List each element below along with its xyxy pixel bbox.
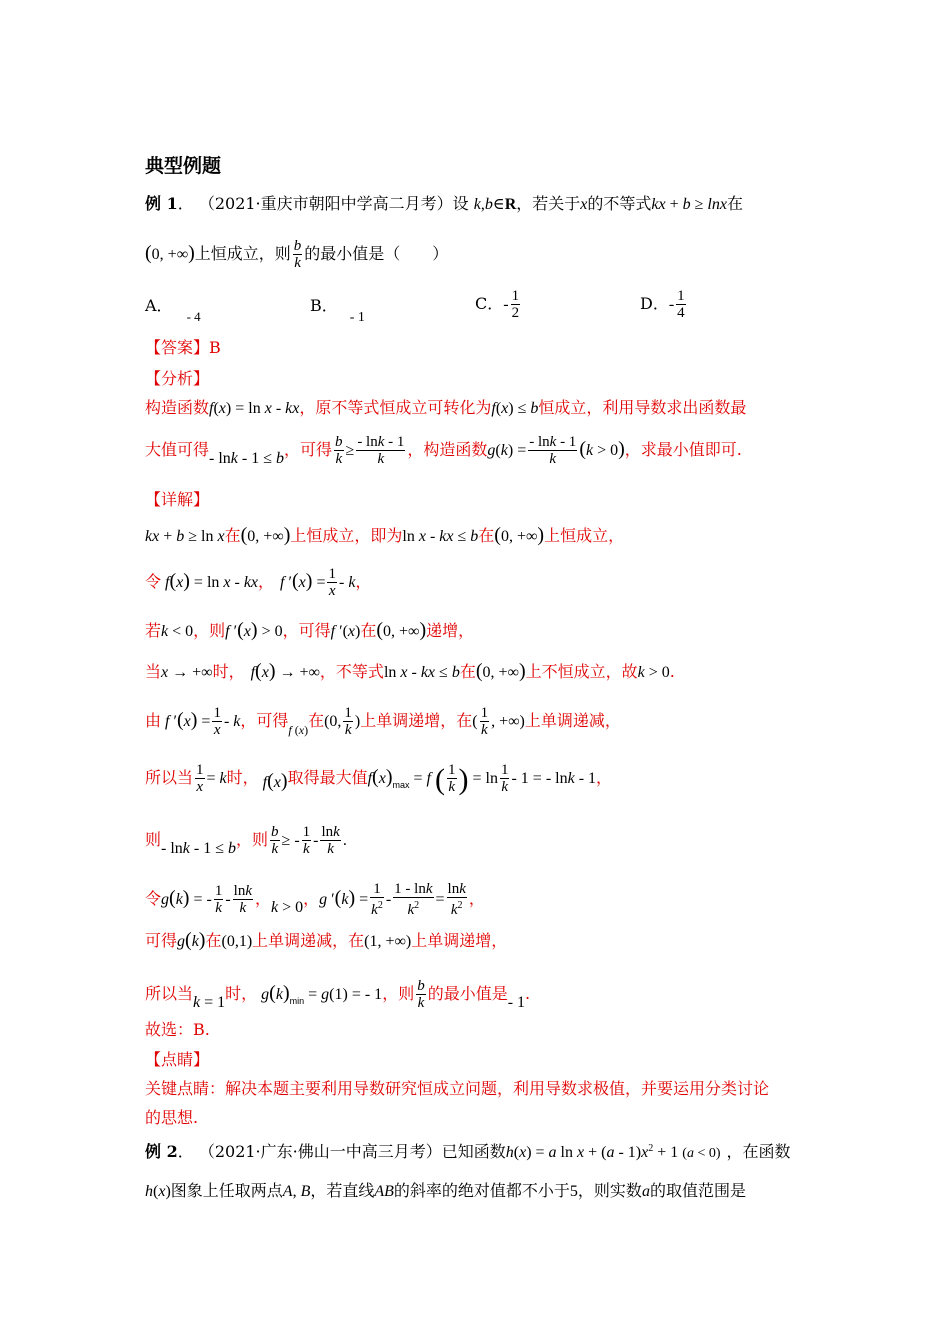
comment-line-1: 关键点睛：解决本题主要利用导数研究恒成立问题，利用导数求极值，并要运用分类讨论 — [145, 1079, 770, 1098]
detail-line-2: 令 f(x) = ln x - kx， f ′(x) = $\frac{1}{x}$ - k， — [145, 566, 372, 599]
example-2-source: （2021·广东·佛山一中高三月考） — [198, 1142, 442, 1161]
answer-value: B — [209, 338, 221, 357]
detail-conclusion: 故选：B. — [145, 1020, 210, 1039]
option-b[interactable]: B．- 1 — [310, 296, 365, 325]
answer-line: 【答案】B — [145, 338, 221, 357]
detail-line-5: 由 f ′(x) = $\frac{1}{x}$ - k，可得$_{f (x)}$在(0, $\frac{1}{k}$ )上单调递增，在( $\frac{1}{k}$ , +∞)上单调递减， — [145, 705, 621, 738]
detail-line-3: 若k < 0，则f ′(x) > 0，可得f ′(x)在(0, +∞)递增， — [145, 619, 475, 641]
detail-line-10: 所以当k = 1时， $g(k)_{min} = g(1)$ = - 1，则 $\frac{b}{k}$ 的最小值是- 1. — [145, 978, 531, 1011]
example-1-source: （2021·重庆市朝阳中学高二月考） — [198, 194, 453, 213]
section-title: 典型例题 — [145, 155, 222, 177]
analysis-line-1: 构造函数f(x) = ln x - kx，原不等式恒成立可转化为f(x) ≤ b恒成立，利用导数求出函数最 — [145, 398, 747, 417]
comment-tag: 【点睛】 — [145, 1050, 210, 1069]
detail-line-6: 所以当 $\frac{1}{x}$ = k时， f(x)取得最大值$f(x)_{max} = f$ ( $\frac{1}{k}$ ) = ln $\frac{1}{k}$ - 1 = - lnk - 1， — [145, 762, 613, 796]
example-1-label: 例 1 — [145, 194, 178, 213]
detail-line-8: 令g(k) = - $\frac{1}{k}$ - $\frac{\ln k}{k}$ ，k > 0，g ′(k) = $\frac{1}{k^2}$ - $\frac{1 - \ln k}{k^2}$ = $\frac{\ln k}{k^2}$ ， — [145, 881, 485, 918]
detail-line-4: 当x → +∞时， f(x) → +∞，不等式ln x - kx ≤ b在(0, +∞)上不恒成立，故k > 0. — [145, 660, 675, 682]
comment-line-2: 的思想. — [145, 1108, 199, 1127]
example-2-label: 例 2 — [145, 1142, 178, 1161]
detail-tag: 【详解】 — [145, 490, 210, 509]
example-1-line-1: 例 1． （2021·重庆市朝阳中学高二月考）设 k,b∈R，若关于x的不等式kx + b ≥ lnx在 — [145, 194, 743, 213]
analysis-tag: 【分析】 — [145, 369, 210, 388]
option-a[interactable]: A．$_{- 4}$ — [145, 296, 201, 324]
detail-line-1: kx + b ≥ ln x在(0, +∞)上恒成立，即为ln x - kx ≤ b在(0, +∞)上恒成立， — [145, 524, 625, 546]
option-c[interactable]: C．- $\frac{1}{2}$ — [475, 288, 520, 321]
example-1-line-2: (0, +∞)上恒成立，则 $\frac{b}{k}$ 的最小值是（ ） — [145, 238, 449, 271]
analysis-line-2: 大值可得- lnk - 1 ≤ b，可得 $\frac{b}{k}$ ≥ $\frac{- \ln k - 1}{k}$ ，构造函数g(k) = $\frac{- \ln k - 1}{k}$ (k > 0)，求最小值即可. — [145, 434, 742, 467]
option-d[interactable]: D．- $\frac{1}{4}$ — [640, 288, 685, 321]
detail-line-9: 可得g(k)在(0,1)上单调递减，在(1, +∞)上单调递增， — [145, 929, 508, 951]
example-2-line-1: 例 2． （2021·广东·佛山一中高三月考）已知函数h(x) = a $\ln x + (a - 1)x^2 + 1$ (a < 0) ，在函数 — [145, 1142, 791, 1161]
detail-line-7: 则- lnk - 1 ≤ b，则 $\frac{b}{k}$ ≥ - $\frac{1}{k}$ - $\frac{\ln k}{k}$ . — [145, 824, 347, 857]
example-2-line-2: h(x)图象上任取两点A, B，若直线AB的斜率的绝对值都不小于5，则实数a的取值范围是 — [145, 1181, 746, 1200]
